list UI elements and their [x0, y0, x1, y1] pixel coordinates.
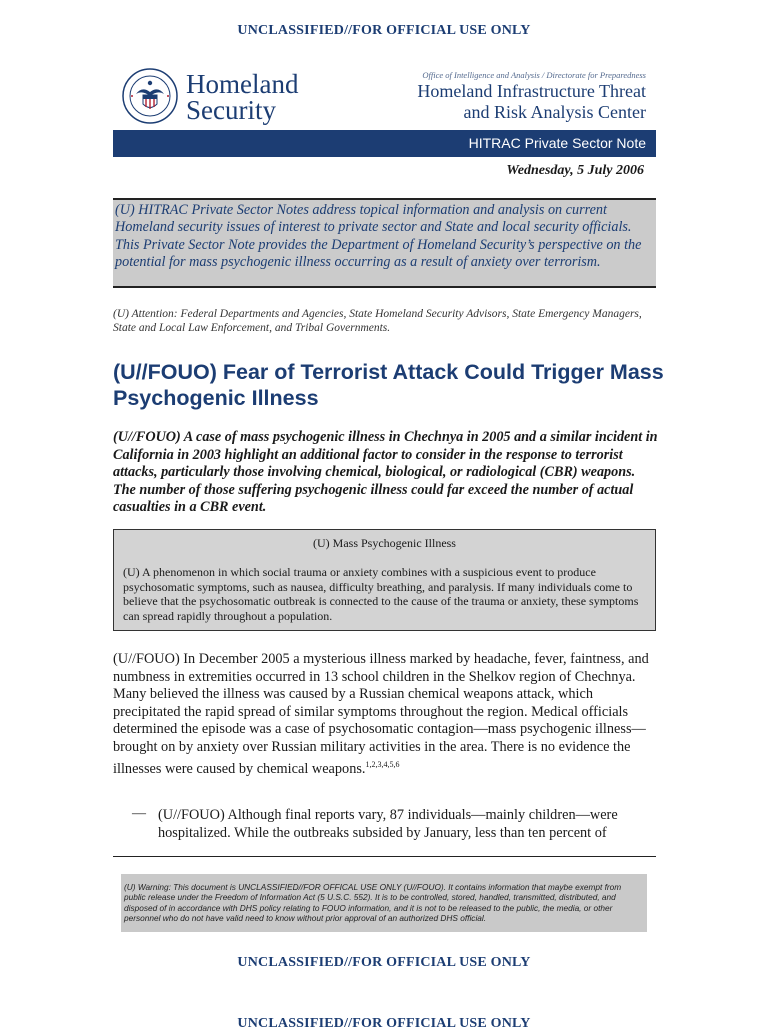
- office-name: Office of Intelligence and Analysis / Directorate for Preparedness: [422, 70, 646, 80]
- warning-text: (U) Warning: This document is UNCLASSIFIED//FOR OFFICAL USE ONLY (U//FOUO). It contains information that maybe exempt from public release under the Freedom of Information Act (5 U.S.C. 552). It is to be controlled, stored, handled, transmitted, distributed, and disposed of in accordance with DHS policy relating to FOUO information, and it is not to be released to the public, the media, or other personnel who do not have valid need to know without prior approval of an authorized DHS official.: [124, 882, 622, 923]
- classification-marking-top: UNCLASSIFIED//FOR OFFICIAL USE ONLY: [237, 23, 531, 38]
- summary-text: (U) HITRAC Private Sector Notes address topical information and analysis on current Homeland security issues of interest to private sector and State and local security officials. This Private Sector Note provides the Department of Homeland Security’s perspective on the potential for mass psychogenic illness occurring as a result of anxiety over terrorism.: [115, 202, 642, 271]
- body-paragraph: [113, 651, 658, 778]
- logo-wordmark-line1: Homeland: [186, 69, 299, 99]
- classification-marking-bottom: UNCLASSIFIED//FOR OFFICIAL USE ONLY: [237, 955, 531, 970]
- document-type-banner: [113, 130, 656, 157]
- dhs-seal-icon: [122, 68, 178, 124]
- footnote-references: 1,2,3,4,5,6: [365, 760, 400, 769]
- headline: (U//FOUO) Fear of Terrorist Attack Could Trigger Mass Psychogenic Illness: [113, 360, 664, 410]
- lead-paragraph: (U//FOUO) A case of mass psychogenic illness in Chechnya in 2005 and a similar incident in California in 2003 highlight an additional factor to consider in the response to terrorist attacks, particularly those involving chemical, biological, or radiological (CBR) weapons. The number of those suffering psychogenic illness could far exceed the number of actual casualties in a CBR event.: [113, 429, 658, 515]
- publication-date: Wednesday, 5 July 2006: [506, 163, 644, 178]
- logo-wordmark-line2: Security: [186, 95, 276, 125]
- definition-title: (U) Mass Psychogenic Illness: [313, 536, 456, 550]
- definition-box: [113, 529, 656, 631]
- definition-text: (U) A phenomenon in which social trauma or anxiety combines with a suspicious event to produce psychosomatic symptoms, such as nausea, difficulty breathing, and paralysis. If many individuals come to believe that the psychosomatic outbreak is connected to the cause of the trauma or anxiety, these symptoms can spread rapidly throughout a population.: [123, 565, 639, 623]
- bullet-paragraph: (U//FOUO) Although final reports vary, 87 individuals—mainly children—were hospitalized. While the outbreaks subsided by January, less than ten percent of: [158, 807, 618, 841]
- footer-rule: [113, 856, 656, 857]
- banner-title: HITRAC Private Sector Note: [468, 135, 646, 151]
- attention-line: (U) Attention: Federal Departments and Agencies, State Homeland Security Advisors, State Emergency Managers, State and Local Law Enforcement, and Tribal Governments.: [113, 308, 642, 334]
- center-name-line1: Homeland Infrastructure Threat: [417, 81, 646, 101]
- classification-marking-next-page: UNCLASSIFIED//FOR OFFICIAL USE ONLY: [237, 1016, 531, 1031]
- center-name-line2: and Risk Analysis Center: [463, 102, 646, 122]
- body-paragraph-text: (U//FOUO) In December 2005 a mysterious illness marked by headache, fever, faintness, and numbness in extremities occurred in 13 school children in the Shelkov region of Chechnya. Many believed the illness was caused by a Russian chemical weapons attack, which precipitated the rapid spread of similar symptoms throughout the region. Medical officials determined the episode was a case of psychosomatic contagion—mass psychogenic illness—brought on by anxiety over Russian military activities in the area. There is no evidence the illnesses were caused by chemical weapons.: [113, 651, 649, 777]
- bullet-dash: —: [132, 806, 146, 821]
- warning-box: [121, 874, 647, 932]
- summary-box: [113, 198, 656, 288]
